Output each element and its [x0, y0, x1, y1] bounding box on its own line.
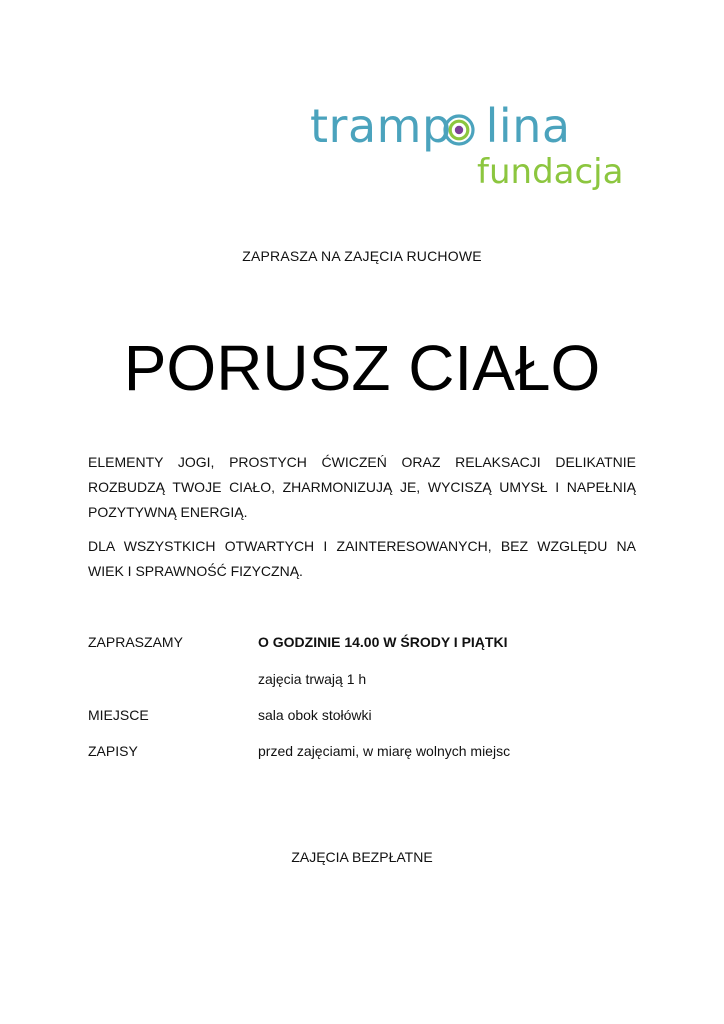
logo-name-prefix: tramp — [310, 99, 452, 153]
description-paragraph: ELEMENTY JOGI, PROSTYCH ĆWICZEŃ ORAZ RELAKSACJI DELIKATNIE ROZBUDZĄ TWOJE CIAŁO, ZHARMONIZUJĄ JE, WYCISZĄ UMYSŁ I NAPEŁNIĄ POZYTYWNĄ ENERGIĄ. — [88, 454, 636, 520]
invite-heading: ZAPRASZA NA ZAJĘCIA RUCHOWE — [242, 248, 482, 264]
place-value: sala obok stołówki — [258, 707, 372, 723]
page-title: PORUSZ CIAŁO — [123, 332, 601, 404]
place-label: MIEJSCE — [88, 707, 149, 723]
invite-label: ZAPRASZAMY — [88, 634, 183, 650]
description-paragraph: DLA WSZYSTKICH OTWARTYCH I ZAINTERESOWANYCH, BEZ WZGLĘDU NA WIEK I SPRAWNOŚĆ FIZYCZNĄ. — [88, 538, 636, 579]
duration-text: zajęcia trwają 1 h — [258, 671, 367, 687]
logo-name-bottom: fundacja — [477, 152, 624, 192]
logo-name-top — [310, 98, 571, 154]
target-rings-icon — [443, 114, 475, 146]
logo-trampolina — [310, 98, 630, 208]
signup-label: ZAPISY — [88, 743, 138, 759]
logo-name-suffix: lina — [485, 99, 571, 153]
signup-value: przed zajęciami, w miarę wolnych miejsc — [258, 743, 511, 759]
schedule-time: O GODZINIE 14.00 W ŚRODY I PIĄTKI — [258, 634, 508, 650]
free-classes-note: ZAJĘCIA BEZPŁATNE — [291, 849, 433, 865]
